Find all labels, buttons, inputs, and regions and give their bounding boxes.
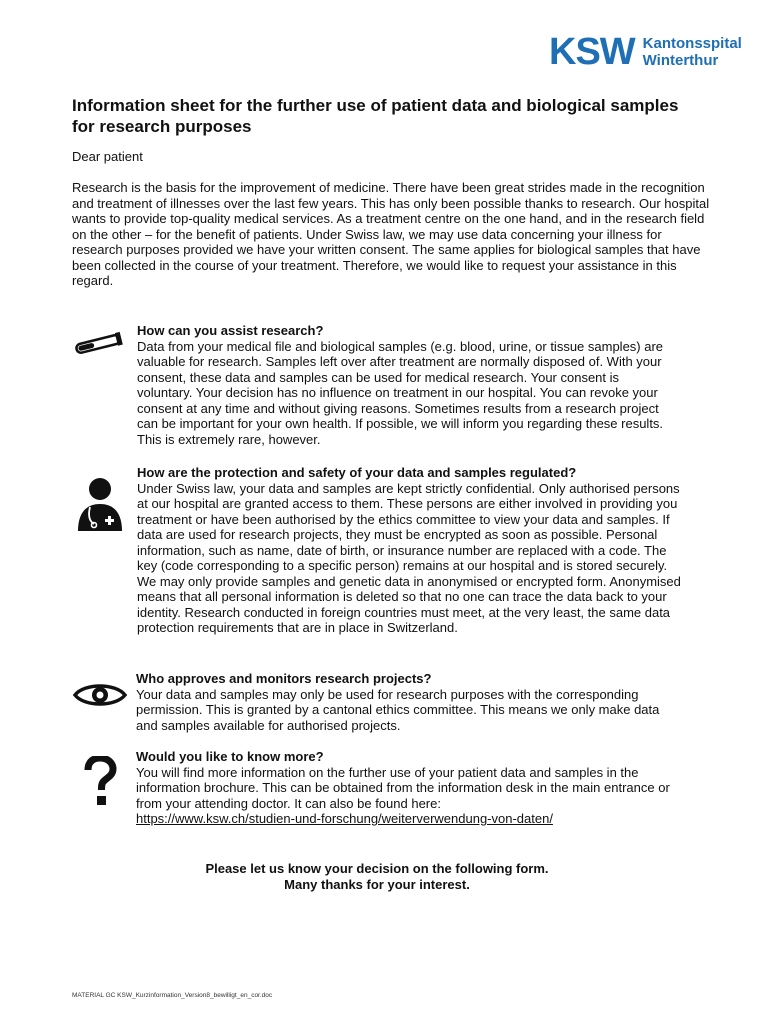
- section-ethics-approval: [136, 671, 676, 733]
- section-heading: Who approves and monitors research projects?: [136, 671, 432, 686]
- document-title: Information sheet for the further use of patient data and biological samples for research purposes: [72, 96, 679, 136]
- logo-name-line1: Kantonsspital: [642, 35, 742, 52]
- salutation: Dear patient: [72, 149, 143, 164]
- section-heading: How can you assist research?: [137, 323, 324, 338]
- footer-filename: MATERIAL GC KSW_Kurzinformation_Version8_bewilligt_en_cor.doc: [72, 992, 273, 999]
- section-body: Under Swiss law, your data and samples are kept strictly confidential. Only authorised persons at our hospital are granted access to them. These persons are either involved in providing you treatment or have been authorised by the ethics committee to view your data and samples. If data are used for research projects, they must be encrypted as soon as possible. Personal information, such as name, date of birth, or insurance number are replaced with a code. The key (code corresponding to a specific person) remains at our hospital and is stored securely. We may only provide samples and genetic data in anonymised or encrypted form. Anonymised means that all personal information is deleted so that no one can trace the data back to your identity. Research conducted in foreign countries must meet, at the very least, the same data protection requirements that are in place in Switzerland.: [137, 480, 681, 635]
- logo-name-line2: Winterthur: [642, 52, 719, 69]
- section-body: Data from your medical file and biological samples (e.g. blood, urine, or tissue samples) are valuable for research. Samples left over after treatment are normally disposed of. With your consent, these data and samples can be used for medical research. Your consent is voluntary. Your decision has no influence on treatment in our hospital. You can revoke your consent at any time and without giving reasons. Sometimes results from a research project can be important for your own health. If possible, we will inform you regarding these results. This is extremely rare, however.: [137, 338, 664, 447]
- logo-mark: KSW: [549, 31, 635, 73]
- section-data-protection: [137, 465, 682, 636]
- eye-icon: [72, 680, 128, 710]
- section-body: You will find more information on the further use of your patient data and samples in the information brochure. This can be obtained from the information desk in the main entrance or from your attending doctor. It can also be found here:: [136, 764, 670, 811]
- section-assist-research: [137, 323, 677, 447]
- intro-paragraph: Research is the basis for the improvement of medicine. There have been great strides made in the recognition and treatment of illnesses over the last few years. This has only been possible thanks to research. Our hospital wants to provide top-quality medical services. As a treatment centre on the one hand, and in the research field on the other – for the benefit of patients. Under Swiss law, we may use data concerning your illness for research purposes provided we have your written consent. The same applies for biological samples that have been collected in the course of your treatment. Therefore, we would like to request your assistance in this regard.: [72, 180, 710, 288]
- logo-wordmark: [643, 35, 742, 69]
- test-tube-icon: [72, 331, 128, 357]
- closing-line-2: Many thanks for your interest.: [284, 877, 470, 892]
- section-body: Your data and samples may only be used for research purposes with the corresponding permission. This is granted by a cantonal ethics committee. This means we only make data and samples available for authorised projects.: [136, 686, 660, 733]
- ksw-logo: [549, 32, 742, 72]
- question-mark-icon: [82, 756, 118, 806]
- doctor-icon: [72, 475, 128, 533]
- closing-line-1: Please let us know your decision on the following form.: [205, 861, 549, 876]
- closing-message: [72, 861, 682, 893]
- info-link[interactable]: https://www.ksw.ch/studien-und-forschung/weiterverwendung-von-daten/: [136, 811, 553, 826]
- section-heading: Would you like to know more?: [136, 749, 324, 764]
- section-know-more: [136, 749, 676, 827]
- section-heading: How are the protection and safety of your data and samples regulated?: [137, 465, 577, 480]
